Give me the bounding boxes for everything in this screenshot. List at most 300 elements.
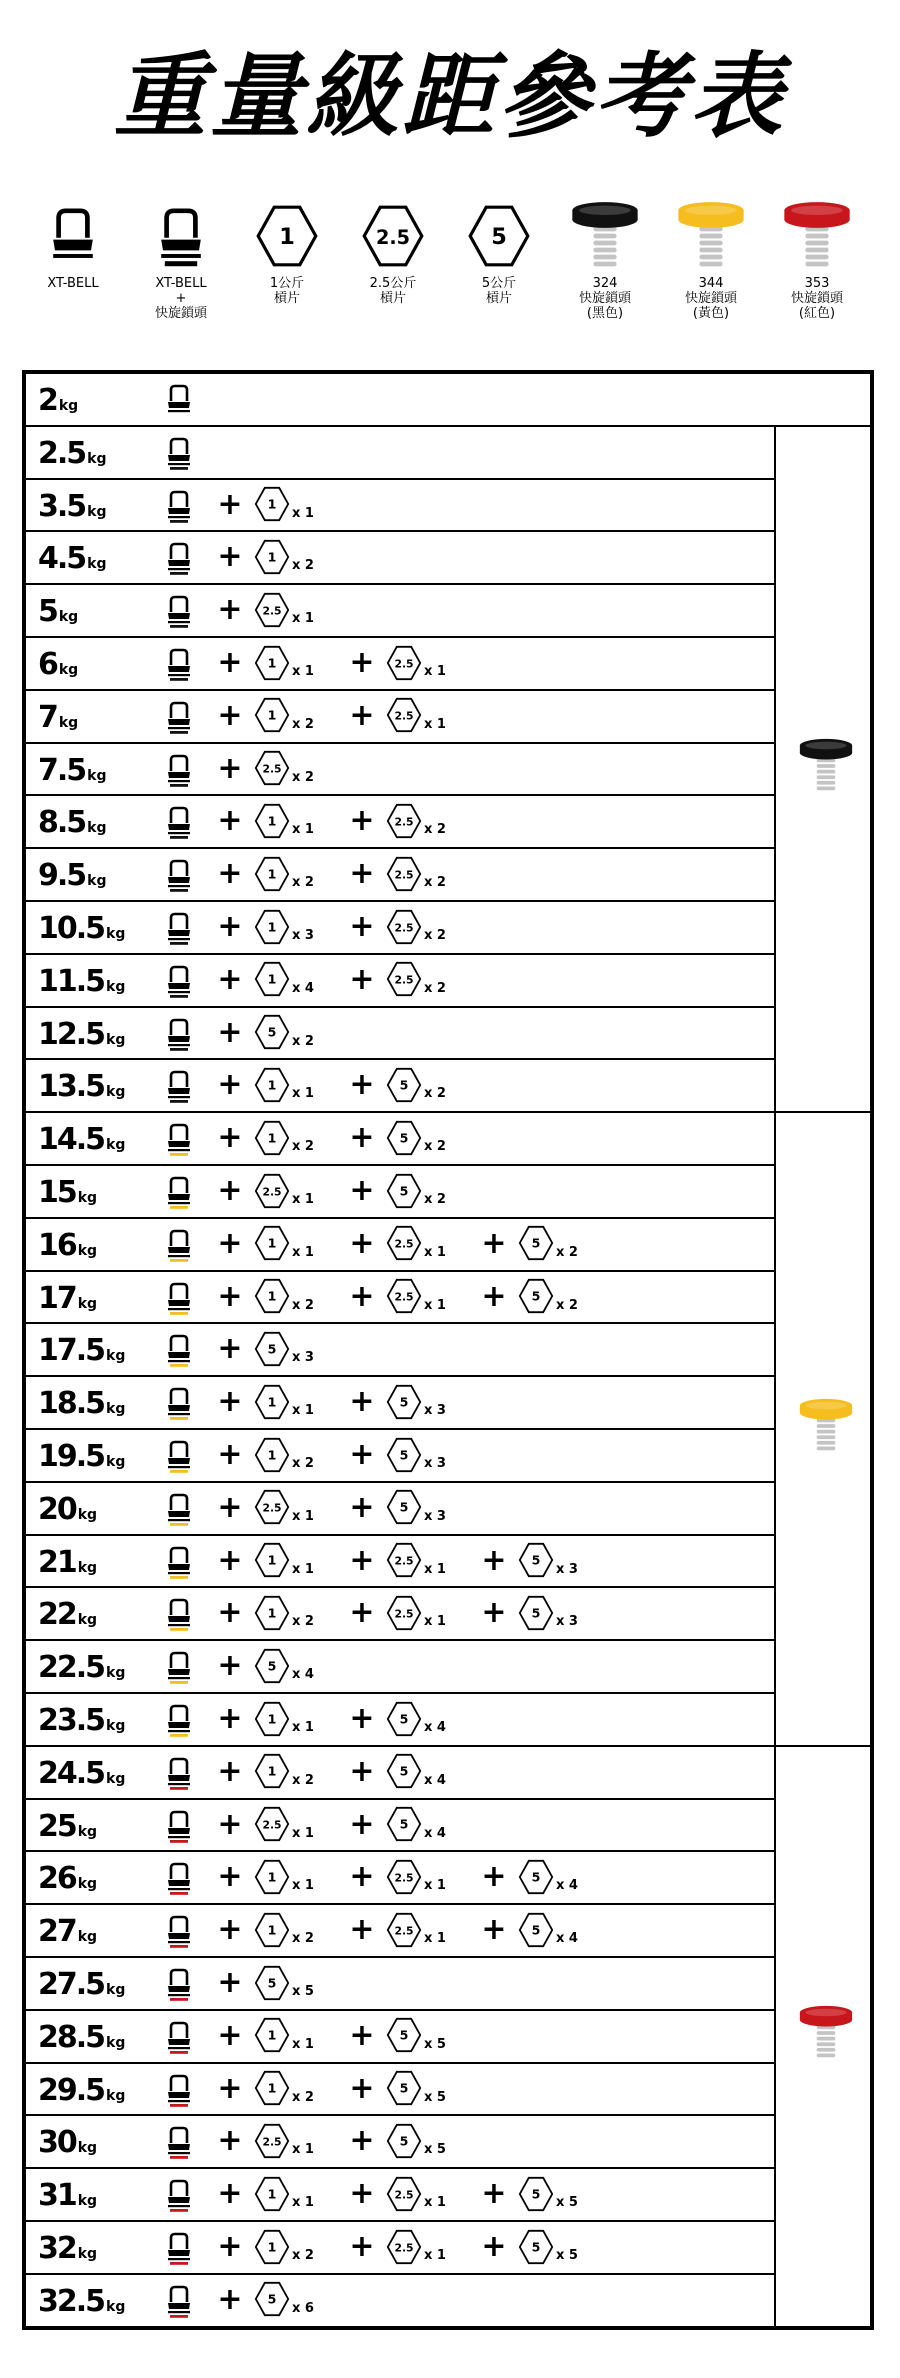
weight-number: 21 [38, 1544, 76, 1580]
svg-text:5: 5 [531, 1869, 541, 1885]
svg-text:1: 1 [267, 1394, 277, 1410]
plate-1-icon [254, 909, 290, 945]
plus-icon: + [349, 1701, 375, 1736]
weight-value [38, 1749, 125, 1798]
black-lock-nut-column [774, 427, 874, 1113]
kettlebell-icon [164, 1438, 194, 1474]
plate-2-5-icon [254, 1173, 290, 1209]
table-row [26, 2116, 774, 2169]
plus-icon: + [349, 1437, 375, 1472]
plus-icon: + [349, 1595, 375, 1631]
svg-text:1: 1 [267, 1869, 277, 1885]
plus-icon: + [349, 2123, 375, 2159]
plus-icon: + [349, 1806, 375, 1842]
weight-unit: kg [106, 2034, 126, 2051]
yellow-lock-nut-icon [798, 1398, 854, 1454]
plate-count: x 5 [424, 2036, 446, 2052]
plate-count: x 1 [292, 664, 314, 679]
plate-quantity [254, 1747, 314, 1796]
plate-count: x 2 [424, 1192, 446, 1207]
plate-1-icon [254, 1542, 290, 1578]
weight-value [38, 1274, 97, 1323]
xt-bell-icon [46, 205, 100, 267]
plus-icon: + [217, 1965, 243, 2000]
plate-1-icon [254, 2229, 290, 2265]
weight-unit: kg [58, 662, 79, 678]
plate-quantity [386, 1060, 446, 1109]
plus-icon: + [217, 1331, 243, 1367]
plate-count: x 1 [292, 505, 314, 521]
svg-text:2.5: 2.5 [262, 1818, 282, 1832]
plate-quantity [518, 2169, 578, 2218]
kettlebell-icon [164, 1016, 194, 1052]
legend-item [338, 196, 448, 306]
weight-number: 12.5 [38, 1016, 105, 1052]
weight-unit: kg [106, 1718, 126, 1734]
weight-value [38, 1590, 97, 1639]
svg-text:1: 1 [267, 2027, 277, 2043]
svg-text:2.5: 2.5 [394, 973, 414, 987]
plate-5-icon [386, 2123, 422, 2159]
weight-unit: kg [58, 398, 79, 414]
plate-1-icon [254, 1595, 290, 1631]
plus-icon: + [349, 803, 375, 839]
weight-number: 15 [38, 1175, 76, 1210]
kettlebell-icon [164, 1702, 194, 1738]
table-row [26, 1483, 774, 1536]
plate-5-icon [386, 1173, 422, 1209]
svg-text:1: 1 [267, 707, 277, 723]
plate-count: x 3 [292, 928, 314, 943]
plus-icon: + [217, 2070, 243, 2106]
svg-text:5: 5 [399, 1130, 409, 1146]
table-row [26, 374, 870, 427]
plate-count: x 2 [424, 1086, 446, 1102]
weight-value [38, 851, 107, 900]
plate-count: x 4 [424, 1772, 446, 1788]
weight-value [38, 2171, 97, 2220]
svg-text:2.5: 2.5 [394, 1607, 414, 1621]
weight-number: 2 [38, 383, 57, 418]
table-row [26, 2011, 774, 2064]
plate-quantity [386, 2011, 446, 2060]
plus-icon: + [217, 1014, 243, 1050]
plate-count: x 1 [292, 1878, 314, 1894]
plus-icon: + [349, 2229, 375, 2264]
plate-2-5-icon [386, 697, 422, 733]
plate-1-icon [254, 2070, 290, 2106]
plate-2-5-icon [254, 1489, 290, 1525]
kettlebell-icon [164, 1491, 194, 1527]
table-row [26, 1536, 774, 1589]
weight-number: 7 [38, 699, 57, 735]
kettlebell-icon [164, 1755, 194, 1791]
svg-text:1: 1 [267, 2186, 277, 2202]
table-row [26, 1377, 774, 1430]
plus-icon: + [217, 1859, 243, 1895]
legend-label: 1公斤 槓片 [269, 276, 305, 306]
plus-icon: + [217, 1384, 243, 1420]
plus-icon: + [217, 2017, 243, 2053]
svg-text:1: 1 [267, 1763, 277, 1779]
table-row [26, 1852, 774, 1905]
plate-1-icon [254, 539, 290, 575]
plate-quantity [518, 1852, 578, 1901]
weight-unit: kg [106, 978, 126, 995]
plate-quantity [386, 849, 446, 898]
plus-icon: + [217, 539, 243, 575]
plate-5-icon [254, 1648, 290, 1684]
xt-bell-with-nut-icon [154, 205, 208, 267]
plate-5-icon [386, 2070, 422, 2106]
plate-count: x 1 [292, 1086, 314, 1102]
kettlebell-icon [164, 646, 194, 682]
table-row [26, 1905, 774, 1958]
legend-item [18, 196, 128, 291]
plus-icon: + [217, 961, 243, 997]
plate-1-icon [254, 486, 290, 522]
plus-icon: + [217, 1595, 243, 1631]
plate-5-icon [386, 1437, 422, 1473]
plate-1-icon [254, 645, 290, 681]
kettlebell-icon [164, 1966, 194, 2002]
weight-number: 22.5 [38, 1650, 105, 1686]
kettlebell-icon [164, 1227, 194, 1263]
plus-icon: + [349, 961, 375, 997]
table-row [26, 2169, 774, 2222]
table-row [26, 1324, 774, 1377]
plate-quantity [254, 1694, 314, 1743]
plus-icon: + [217, 1701, 243, 1736]
svg-text:5: 5 [399, 1499, 409, 1515]
kettlebell-icon [164, 752, 194, 788]
plate-count: x 4 [556, 1878, 578, 1894]
kettlebell-icon [164, 1860, 194, 1896]
svg-text:1: 1 [267, 971, 277, 987]
svg-text:5: 5 [531, 1288, 541, 1304]
plate-count: x 2 [424, 822, 446, 838]
kettlebell-icon [164, 1332, 194, 1368]
plus-icon: + [481, 1278, 507, 1314]
plate-quantity [254, 691, 314, 740]
plate-count: x 2 [424, 1139, 446, 1155]
plate-quantity [254, 1430, 314, 1479]
svg-text:2.5: 2.5 [394, 2188, 414, 2202]
weight-number: 26 [38, 1861, 76, 1897]
plate-count: x 4 [424, 1720, 446, 1735]
weight-unit: kg [77, 2193, 98, 2210]
legend-label: 353 快旋鎖頭 (紅色) [790, 276, 843, 321]
svg-text:2.5: 2.5 [394, 1237, 414, 1251]
plus-icon: + [217, 1542, 243, 1578]
svg-text:1: 1 [267, 1447, 277, 1462]
kettlebell-icon [164, 1913, 194, 1949]
kettlebell-icon [164, 2230, 194, 2266]
plus-icon: + [349, 1542, 375, 1578]
plus-icon: + [349, 1067, 375, 1103]
weight-value [38, 2224, 97, 2273]
kettlebell-icon [164, 540, 194, 576]
plate-count: x 2 [292, 716, 314, 732]
plate-quantity [254, 2275, 314, 2324]
plate-5-icon [518, 1595, 554, 1631]
weight-number: 11.5 [38, 963, 105, 999]
weight-value [38, 1960, 125, 2009]
table-row [26, 744, 774, 797]
svg-text:5: 5 [399, 2133, 409, 2149]
svg-text:5: 5 [267, 1975, 277, 1990]
weight-value [38, 1854, 97, 1903]
weight-unit: kg [77, 1190, 98, 1206]
weight-unit: kg [87, 767, 107, 784]
weight-value [38, 798, 107, 847]
plus-icon: + [349, 645, 375, 680]
weight-number: 10.5 [38, 911, 105, 946]
table-row [26, 1430, 774, 1483]
weight-number: 7.5 [38, 752, 86, 788]
plate-count: x 5 [556, 2195, 578, 2211]
plus-icon: + [217, 803, 243, 839]
plate-1-icon [254, 697, 290, 733]
plate-5-icon [518, 1912, 554, 1948]
plate-quantity [254, 744, 314, 793]
plate-quantity [254, 1641, 314, 1690]
plate-5-icon [518, 2176, 554, 2212]
svg-text:1: 1 [267, 1288, 277, 1304]
weight-unit: kg [58, 714, 79, 731]
weight-value [38, 746, 107, 795]
table-row [26, 1113, 774, 1166]
weight-value [38, 1696, 125, 1745]
plus-icon: + [481, 1595, 507, 1631]
plate-count: x 6 [292, 2300, 314, 2316]
plus-icon: + [217, 2281, 243, 2317]
svg-text:5: 5 [531, 2239, 541, 2254]
red-lock-nut-column [774, 1747, 874, 2328]
plate-5-icon [386, 2017, 422, 2053]
svg-text:5: 5 [399, 1183, 409, 1198]
weight-number: 24.5 [38, 1755, 105, 1791]
weight-unit: kg [87, 820, 107, 837]
table-row [26, 1694, 774, 1747]
table-row [26, 1641, 774, 1694]
plate-count: x 1 [292, 1244, 314, 1260]
svg-text:2.5: 2.5 [376, 226, 410, 249]
plate-2-5-icon [386, 1542, 422, 1578]
legend-item [126, 196, 236, 321]
weight-value [38, 1115, 125, 1164]
weight-value [38, 534, 107, 583]
svg-text:5: 5 [399, 1711, 409, 1726]
kettlebell-icon [164, 2072, 194, 2108]
plate-1-icon [254, 961, 290, 997]
plate-5-icon [254, 1014, 290, 1050]
plate-5-icon [386, 1489, 422, 1525]
table-row [26, 1166, 774, 1219]
weight-number: 18.5 [38, 1386, 105, 1422]
plate-count: x 1 [424, 1878, 446, 1894]
plus-icon: + [349, 1859, 375, 1895]
weight-number: 29.5 [38, 2072, 105, 2108]
plate-1-icon [254, 1120, 290, 1156]
plate-count: x 2 [292, 1033, 314, 1049]
kettlebell-icon [164, 1385, 194, 1421]
svg-text:1: 1 [267, 2239, 277, 2254]
red-lock-nut-icon [782, 201, 852, 271]
plus-icon: + [349, 1384, 375, 1420]
plus-icon: + [349, 1278, 375, 1314]
svg-text:1: 1 [267, 1077, 277, 1093]
plate-quantity [386, 902, 446, 951]
plate-quantity [386, 1430, 446, 1479]
weight-number: 3.5 [38, 488, 86, 524]
plus-icon: + [217, 2229, 243, 2264]
plate-count: x 2 [424, 980, 446, 996]
kettlebell-icon [164, 857, 194, 893]
weight-unit: kg [106, 926, 126, 942]
table-row [26, 1219, 774, 1272]
weight-unit: kg [77, 2140, 98, 2157]
weight-number: 32 [38, 2231, 76, 2266]
plate-quantity [518, 1536, 578, 1585]
plate-quantity [254, 1483, 314, 1532]
plate-2-5-icon [386, 1278, 422, 1314]
kettlebell-icon [164, 1596, 194, 1632]
plus-icon: + [217, 645, 243, 680]
weight-value [38, 1062, 125, 1111]
table-row [26, 1272, 774, 1325]
plus-icon: + [217, 1753, 243, 1789]
plate-count: x 3 [292, 1350, 314, 1366]
weight-number: 27 [38, 1914, 76, 1950]
plate-quantity [254, 796, 314, 845]
plate-5-icon [518, 1542, 554, 1578]
plus-icon: + [481, 1225, 507, 1261]
plate-quantity [386, 1694, 446, 1743]
svg-text:5: 5 [267, 1024, 277, 1040]
plate-quantity [386, 955, 446, 1004]
plate-2-5-icon [386, 1225, 422, 1261]
svg-text:5: 5 [531, 1922, 541, 1938]
plate-5-icon [518, 2229, 554, 2265]
plate-quantity [386, 691, 446, 740]
plate-quantity [386, 1166, 446, 1215]
plate-count: x 2 [292, 2248, 314, 2263]
kettlebell-icon [164, 1808, 194, 1844]
table-row [26, 849, 774, 902]
plus-icon: + [217, 1173, 243, 1208]
weight-unit: kg [106, 1770, 126, 1787]
plus-icon: + [481, 1859, 507, 1895]
weight-value [38, 587, 78, 636]
plus-icon: + [349, 1173, 375, 1208]
plate-5-icon [467, 204, 531, 268]
plate-quantity [518, 1905, 578, 1954]
kettlebell-icon [164, 488, 194, 524]
weight-value [38, 1379, 125, 1428]
plate-1-icon [254, 1067, 290, 1103]
weight-value [38, 429, 107, 478]
table-row [26, 1008, 774, 1061]
weight-value [38, 1802, 97, 1851]
plate-quantity [254, 849, 314, 898]
plus-icon: + [217, 750, 243, 786]
plate-quantity [254, 585, 314, 634]
plate-count: x 4 [292, 980, 314, 996]
plate-quantity [386, 2116, 446, 2165]
plate-quantity [386, 638, 446, 687]
weight-unit: kg [77, 1242, 98, 1259]
plus-icon: + [349, 697, 375, 733]
plate-count: x 5 [424, 2089, 446, 2105]
plate-count: x 1 [292, 2195, 314, 2211]
weight-number: 4.5 [38, 541, 86, 577]
kettlebell-icon [164, 2283, 194, 2319]
table-row [26, 1060, 774, 1113]
plate-2-5-icon [386, 2229, 422, 2265]
legend-label: 344 快旋鎖頭 (黃色) [684, 276, 737, 321]
svg-text:5: 5 [267, 1658, 277, 1674]
plate-count: x 1 [292, 1403, 314, 1419]
weight-value [38, 1168, 97, 1217]
page-title: 重量級距參考表 [113, 43, 786, 150]
plate-quantity [386, 2064, 446, 2113]
weight-number: 5 [38, 594, 57, 630]
svg-text:1: 1 [267, 549, 277, 565]
yellow-lock-nut-column [774, 1113, 874, 1747]
plus-icon: + [217, 856, 243, 892]
plate-count: x 1 [292, 1192, 314, 1207]
legend-label: XT-BELL + 快旋鎖頭 [154, 276, 207, 321]
svg-text:1: 1 [267, 1235, 277, 1251]
plate-quantity [386, 1377, 446, 1426]
plate-quantity [254, 1219, 314, 1268]
plate-5-icon [386, 1384, 422, 1420]
svg-text:5: 5 [491, 224, 507, 250]
weight-unit: kg [106, 1084, 126, 1101]
weight-number: 27.5 [38, 1967, 105, 2002]
plate-quantity [254, 1008, 314, 1057]
plus-icon: + [217, 1120, 243, 1156]
table-row [26, 2064, 774, 2117]
weight-unit: kg [87, 873, 107, 890]
weight-unit: kg [106, 1348, 126, 1365]
plate-1-icon [254, 2176, 290, 2212]
table-row [26, 796, 774, 849]
plate-quantity [254, 2064, 314, 2113]
weight-unit: kg [77, 2246, 98, 2262]
plate-quantity [386, 2222, 446, 2271]
weight-value [38, 1432, 125, 1481]
legend-item [444, 196, 554, 306]
plate-1-icon [254, 1859, 290, 1895]
plus-icon: + [349, 2017, 375, 2053]
svg-text:2.5: 2.5 [262, 1185, 282, 1198]
plate-quantity [386, 796, 446, 845]
plate-quantity [254, 1324, 314, 1373]
svg-text:1: 1 [267, 866, 277, 882]
plate-2-5-icon [361, 204, 425, 268]
table-row [26, 955, 774, 1008]
weight-value [38, 2066, 125, 2115]
kettlebell-icon [164, 1174, 194, 1210]
plus-icon: + [481, 1912, 507, 1948]
kettlebell-icon [164, 1544, 194, 1580]
plus-icon: + [217, 1067, 243, 1103]
svg-text:2.5: 2.5 [394, 921, 414, 934]
svg-text:2.5: 2.5 [394, 657, 414, 670]
weight-unit: kg [106, 1454, 126, 1470]
